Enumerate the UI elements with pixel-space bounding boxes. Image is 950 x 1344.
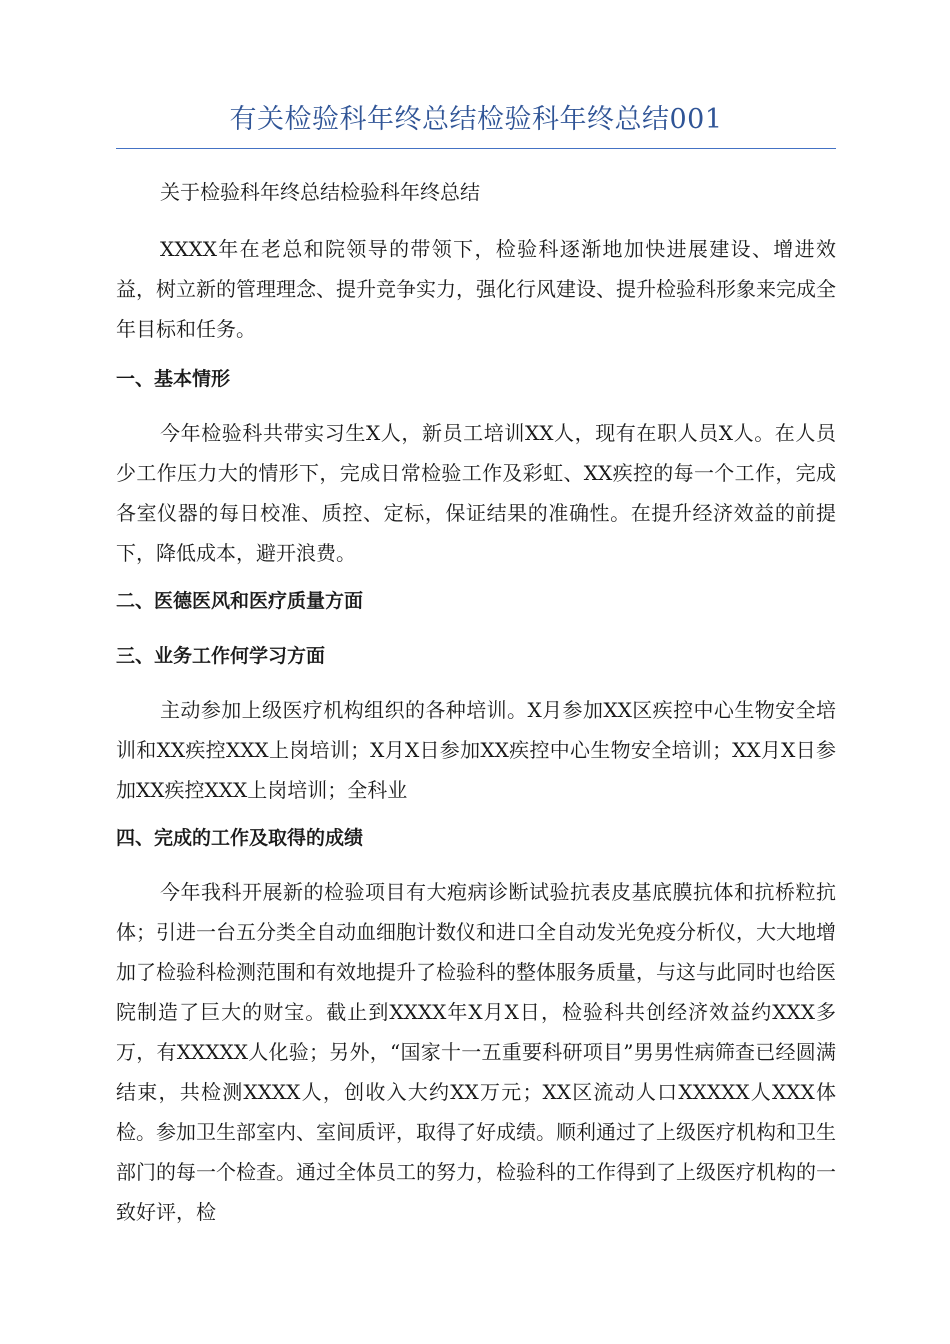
section-paragraph: 今年检验科共带实习生X人，新员工培训XX人，现有在职人员X人。在人员少工作压力大的情形下，完成日常检验工作及彩虹、XX疾控的每一个工作，完成各室仪器的每日校准、质控、定标，保证结果的准确性。在提升经济效益的前提下，降低成本，避开浪费。 xyxy=(116,421,836,565)
section-3-heading-block xyxy=(116,636,836,676)
section-4-heading-block xyxy=(116,818,836,858)
section-heading: 二、医德医风和医疗质量方面 xyxy=(116,590,364,612)
section-heading: 三、业务工作何学习方面 xyxy=(116,645,326,667)
section-4-body-block xyxy=(116,872,836,1232)
document-subtitle: 关于检验科年终总结检验科年终总结 xyxy=(160,180,480,204)
section-heading: 一、基本情形 xyxy=(116,368,231,390)
section-1-heading-block xyxy=(116,359,836,399)
document-title: 有关检验科年终总结检验科年终总结001 xyxy=(116,100,836,149)
section-paragraph: 今年我科开展新的检验项目有大疱病诊断试验抗表皮基底膜抗体和抗桥粒抗体；引进一台五分类全自动血细胞计数仪和进口全自动发光免疫分析仪，大大地增加了检验科检测范围和有效地提升了检验科的整体服务质量，与这与此同时也给医院制造了巨大的财宝。截止到XXXX年X月X日，检验科共创经济效益约XXX多万，有XXXXX人化验；另外，“国家十一五重要科研项目”男男性病筛查已经圆满结束，共检测XXXX人，创收入大约XX万元；XX区流动人口XXXXX人XXX体检。参加卫生部室内、室间质评，取得了好成绩。顺利通过了上级医疗机构和卫生部门的每一个检查。通过全体员工的努力，检验科的工作得到了上级医疗机构的一致好评，检 xyxy=(116,880,836,1224)
intro-paragraph: XXXX年在老总和院领导的带领下，检验科逐渐地加快进展建设、增进效益，树立新的管理理念、提升竞争实力，强化行风建设、提升检验科形象来完成全年目标和任务。 xyxy=(116,237,836,341)
section-paragraph: 主动参加上级医疗机构组织的各种培训。X月参加XX区疾控中心生物安全培训和XX疾控XXX上岗培训；X月X日参加XX疾控中心生物安全培训；XX月X日参加XX疾控XXX上岗培训；全科业 xyxy=(116,698,836,802)
section-heading: 四、完成的工作及取得的成绩 xyxy=(116,827,364,849)
section-3-body-block xyxy=(116,690,836,810)
section-2-heading-block xyxy=(116,581,836,621)
intro-block xyxy=(116,229,836,349)
section-1-body-block xyxy=(116,413,836,573)
document-page xyxy=(116,100,836,149)
subtitle-block xyxy=(116,172,836,212)
